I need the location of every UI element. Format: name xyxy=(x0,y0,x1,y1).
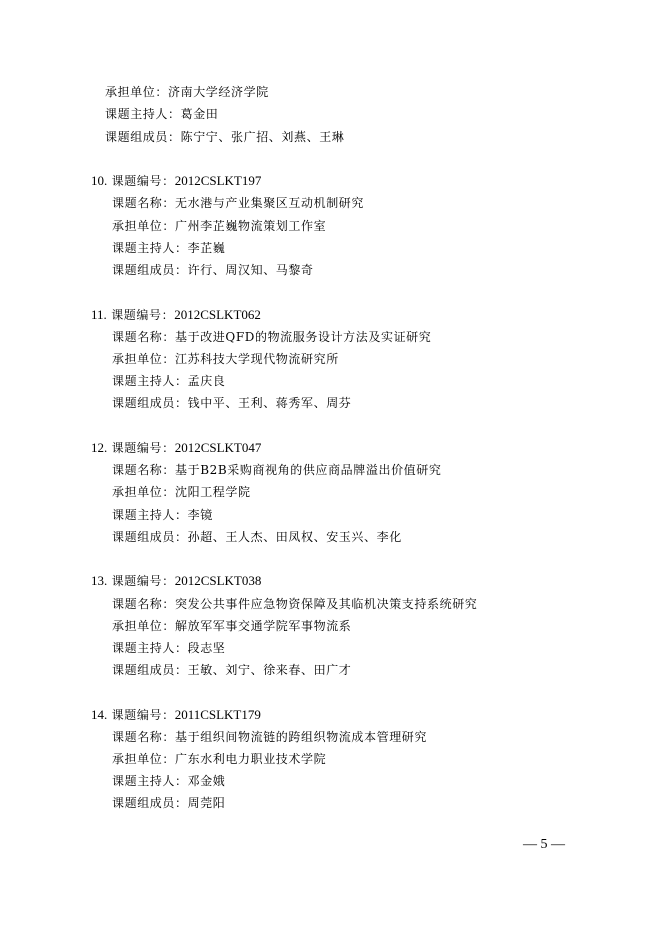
entry-number: 14. xyxy=(91,707,108,722)
entry-code: 2012CSLKT038 xyxy=(174,573,262,588)
entry-code-line xyxy=(91,440,261,456)
entry-code: 2011CSLKT179 xyxy=(174,707,261,722)
entry-members: 课题组成员：许行、周汉知、马黎奇 xyxy=(112,263,314,277)
entry-host: 课题主持人：李镜 xyxy=(112,508,213,522)
entry-unit: 承担单位：广州李芷巍物流策划工作室 xyxy=(112,219,327,233)
prev-entry-members: 课题组成员：陈宁宁、张广招、刘燕、王琳 xyxy=(105,130,345,144)
entry-code-label: 课题编号： xyxy=(111,574,175,588)
entry-code-line xyxy=(91,307,261,323)
entry-code: 2012CSLKT062 xyxy=(174,307,261,322)
entry-members: 课题组成员：周莞阳 xyxy=(112,796,226,810)
page-number: — 5 — xyxy=(523,837,565,852)
entry-members: 课题组成员：王敏、刘宁、徐来春、田广才 xyxy=(112,663,352,677)
entry-unit: 承担单位：江苏科技大学现代物流研究所 xyxy=(112,352,339,366)
entry-code-label: 课题编号： xyxy=(111,308,175,322)
prev-entry-unit: 承担单位：济南大学经济学院 xyxy=(105,85,269,99)
entry-code-label: 课题编号： xyxy=(111,441,175,455)
entry-host: 课题主持人：李芷巍 xyxy=(112,241,226,255)
entry-name: 课题名称：突发公共事件应急物资保障及其临机决策支持系统研究 xyxy=(112,597,478,611)
entry-code-label: 课题编号： xyxy=(111,174,175,188)
entry-code: 2012CSLKT197 xyxy=(174,173,262,188)
entry-unit: 承担单位：解放军军事交通学院军事物流系 xyxy=(112,619,352,633)
entry-name: 课题名称：无水港与产业集聚区互动机制研究 xyxy=(112,196,365,210)
entry-host: 课题主持人：段志坚 xyxy=(112,641,226,655)
entry-code-line xyxy=(91,573,261,589)
entry-code-line xyxy=(91,707,261,723)
entry-host: 课题主持人：邓金娥 xyxy=(112,774,226,788)
entry-number: 12. xyxy=(91,440,108,455)
entry-number: 10. xyxy=(91,173,108,188)
entry-unit: 承担单位：沈阳工程学院 xyxy=(112,485,251,499)
entry-code-line xyxy=(91,173,261,189)
entry-number: 13. xyxy=(91,573,108,588)
prev-entry-host: 课题主持人：葛金田 xyxy=(105,107,219,121)
entry-host: 课题主持人：孟庆良 xyxy=(112,374,226,388)
entry-name: 课题名称：基于组织间物流链的跨组织物流成本管理研究 xyxy=(112,730,428,744)
entry-unit: 承担单位：广东水利电力职业技术学院 xyxy=(112,752,327,766)
entry-code: 2012CSLKT047 xyxy=(174,440,262,455)
entry-members: 课题组成员：钱中平、王利、蒋秀军、周芬 xyxy=(112,396,352,410)
entry-number: 11. xyxy=(91,307,107,322)
entry-code-label: 课题编号： xyxy=(111,708,175,722)
entry-name: 课题名称：基于改进QFD的物流服务设计方法及实证研究 xyxy=(112,330,432,344)
entry-name: 课题名称：基于B2B采购商视角的供应商品牌溢出价值研究 xyxy=(112,463,442,477)
entry-members: 课题组成员：孙超、王人杰、田凤权、安玉兴、李化 xyxy=(112,530,402,544)
